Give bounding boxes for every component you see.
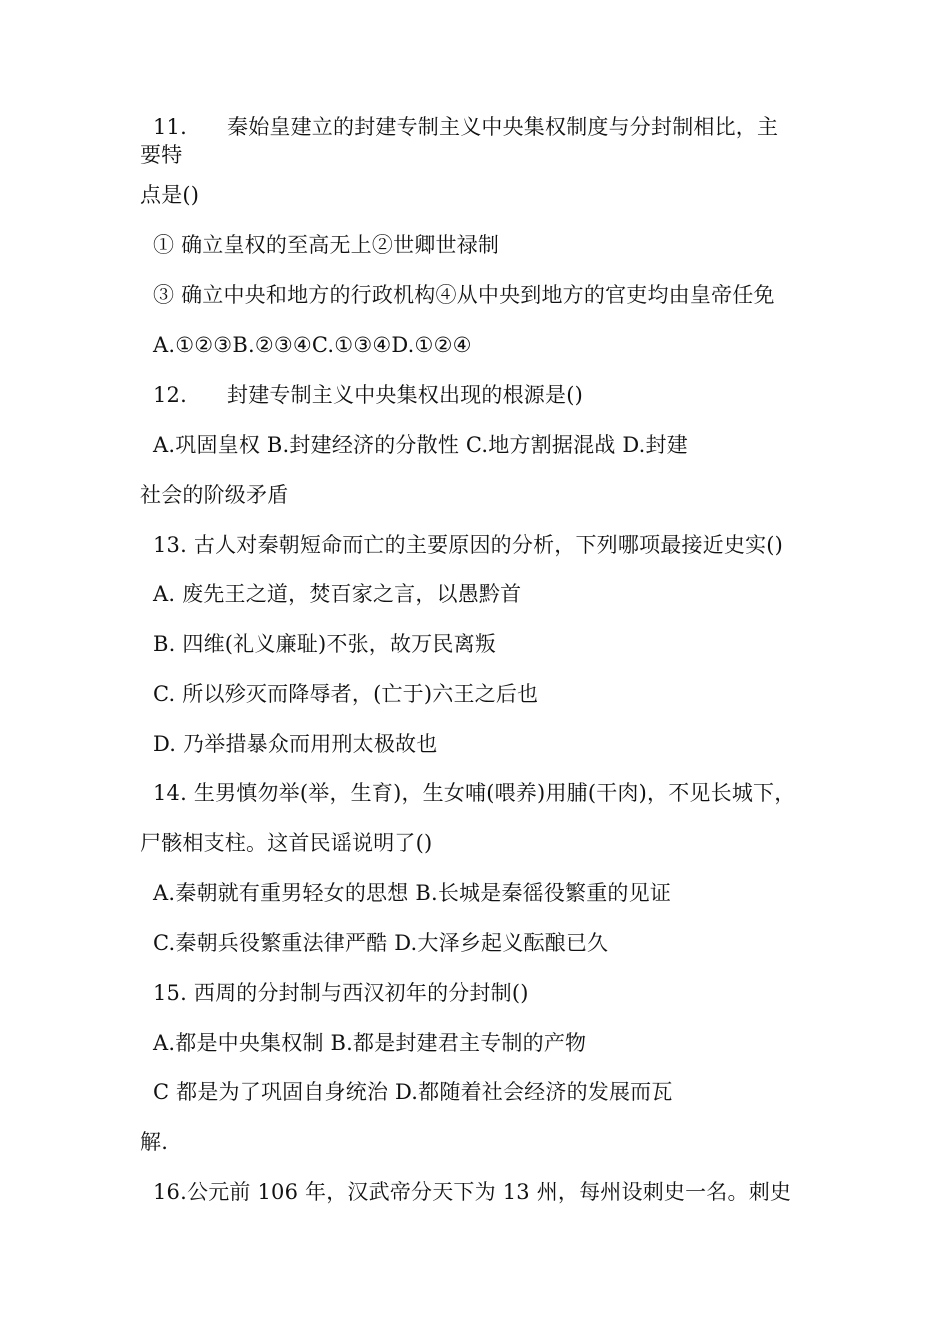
question-14-options-cd: C.秦朝兵役繁重法律严酷 D.大泽乡起义酝酿已久 xyxy=(153,931,609,955)
question-14-stem: 14. 生男慎勿举(举，生育)，生女哺(喂养)用脯(干肉)，不见长城下， xyxy=(153,781,796,805)
question-11-line xyxy=(153,113,778,141)
question-13-option-c: C. 所以殄灭而降辱者，(亡于)六王之后也 xyxy=(153,682,539,706)
question-12-options-wrap: 社会的阶级矛盾 xyxy=(140,483,289,507)
question-12-line xyxy=(153,381,583,409)
question-14-options-ab: A.秦朝就有重男轻女的思想 B.长城是秦徭役繁重的见证 xyxy=(153,881,672,905)
question-11-wrap: 要特 xyxy=(140,143,183,167)
question-13-option-b: B. 四维(礼义廉耻)不张，故万民离叛 xyxy=(153,632,496,656)
question-11-options: A.①②③B.②③④C.①③④D.①②④ xyxy=(153,333,472,357)
question-13-stem: 13. 古人对秦朝短命而亡的主要原因的分析，下列哪项最接近史实() xyxy=(153,533,784,557)
question-11-statement-3-4: ③ 确立中央和地方的行政机构④从中央到地方的官吏均由皇帝任免 xyxy=(153,283,775,307)
question-11-text: 秦始皇建立的封建专制主义中央集权制度与分封制相比，主 xyxy=(227,115,779,139)
question-15-options-ab: A.都是中央集权制 B.都是封建君主专制的产物 xyxy=(153,1031,587,1055)
question-15-options-cd: C 都是为了巩固自身统治 D.都随着社会经济的发展而瓦 xyxy=(153,1080,673,1104)
question-15-options-wrap: 解. xyxy=(140,1130,169,1154)
question-11-statement-1-2: ① 确立皇权的至高无上②世卿世禄制 xyxy=(153,233,500,257)
question-14-stem-wrap: 尸骸相支柱。这首民谣说明了() xyxy=(140,831,433,855)
question-13-option-a: A. 废先王之道，焚百家之言，以愚黔首 xyxy=(153,582,522,606)
question-13-option-d: D. 乃举措暴众而用刑太极故也 xyxy=(153,732,438,756)
question-11-stem-end: 点是() xyxy=(140,183,200,207)
question-12-options: A.巩固皇权 B.封建经济的分散性 C.地方割据混战 D.封建 xyxy=(153,433,688,457)
question-16-stem: 16.公元前 106 年，汉武帝分天下为 13 州，每州设刺史一名。刺史 xyxy=(153,1180,792,1204)
question-12-text: 封建专制主义中央集权出现的根源是() xyxy=(227,383,583,407)
question-12-number: 12. xyxy=(153,383,187,407)
question-11-number: 11. xyxy=(153,115,187,139)
question-15-stem: 15. 西周的分封制与西汉初年的分封制() xyxy=(153,981,529,1005)
